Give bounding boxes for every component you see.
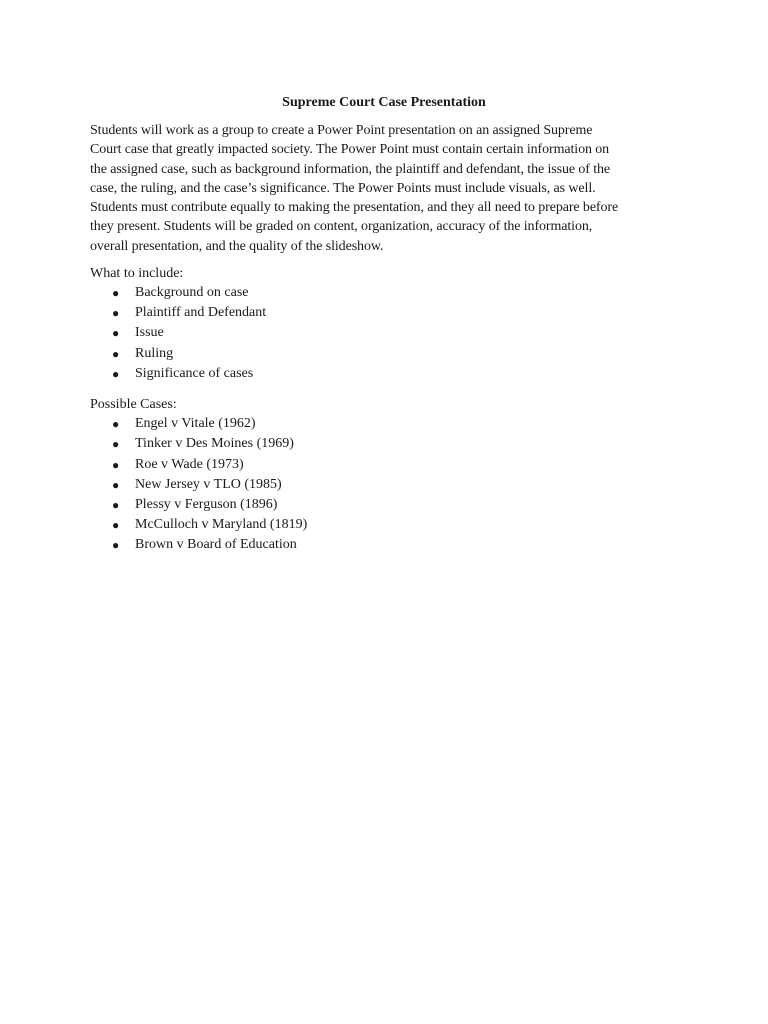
list-item — [90, 455, 690, 475]
list-item — [90, 515, 690, 535]
list-item — [90, 344, 690, 364]
bullet-icon: ● — [112, 497, 120, 512]
list-item-text: Issue — [135, 325, 164, 341]
include-list — [90, 283, 690, 384]
list-item-text: Significance of cases — [135, 365, 254, 381]
bullet-icon: ● — [112, 538, 120, 553]
cases-heading: Possible Cases: — [90, 397, 177, 413]
paragraph-line: the assigned case, such as background information, the plaintiff and defendant, the issue of the — [90, 161, 611, 177]
paragraph-line: case, the ruling, and the case’s significance. The Power Points must include visuals, as well. — [90, 180, 596, 196]
list-item-text: Tinker v Des Moines (1969) — [135, 436, 294, 452]
list-item-text: New Jersey v TLO (1985) — [135, 476, 282, 492]
list-item-text: Roe v Wade (1973) — [135, 456, 244, 472]
bullet-icon: ● — [112, 477, 120, 492]
bullet-icon: ● — [112, 346, 120, 361]
document-title: Supreme Court Case Presentation — [282, 95, 486, 110]
bullet-icon: ● — [112, 417, 120, 432]
list-item — [90, 495, 690, 515]
paragraph-line: Students will work as a group to create a Power Point presentation on an assigned Supreme — [90, 123, 593, 138]
list-item — [90, 364, 690, 384]
list-item — [90, 414, 690, 434]
paragraph-line: Students must contribute equally to making the presentation, and they all need to prepare before — [90, 200, 619, 216]
bullet-icon: ● — [112, 306, 120, 321]
bullet-icon: ● — [112, 518, 120, 533]
bullet-icon: ● — [112, 437, 120, 452]
list-item-text: Background on case — [135, 285, 249, 301]
list-item-text: Ruling — [135, 345, 174, 361]
bullet-icon: ● — [112, 366, 120, 381]
paragraph-line: Court case that greatly impacted society. The Power Point must contain certain information on — [90, 142, 610, 158]
document-page — [90, 94, 690, 556]
bullet-icon: ● — [112, 457, 120, 472]
cases-list — [90, 414, 690, 555]
list-item — [90, 323, 690, 343]
paragraph-line: overall presentation, and the quality of the slideshow. — [90, 238, 384, 254]
list-item — [90, 535, 690, 555]
list-item-text: Plaintiff and Defendant — [135, 305, 267, 321]
paragraph-line: they present. Students will be graded on content, organization, accuracy of the information, — [90, 219, 593, 235]
include-heading: What to include: — [90, 266, 184, 282]
list-item-text: McCulloch v Maryland (1819) — [135, 517, 308, 533]
list-item — [90, 434, 690, 454]
list-item-text: Engel v Vitale (1962) — [135, 416, 256, 432]
list-item — [90, 283, 690, 303]
list-item-text: Brown v Board of Education — [135, 537, 297, 553]
list-item-text: Plessy v Ferguson (1896) — [135, 496, 278, 512]
intro-paragraph — [90, 121, 690, 256]
list-item — [90, 475, 690, 495]
bullet-icon: ● — [112, 326, 120, 341]
bullet-icon: ● — [112, 286, 120, 301]
list-item — [90, 303, 690, 323]
